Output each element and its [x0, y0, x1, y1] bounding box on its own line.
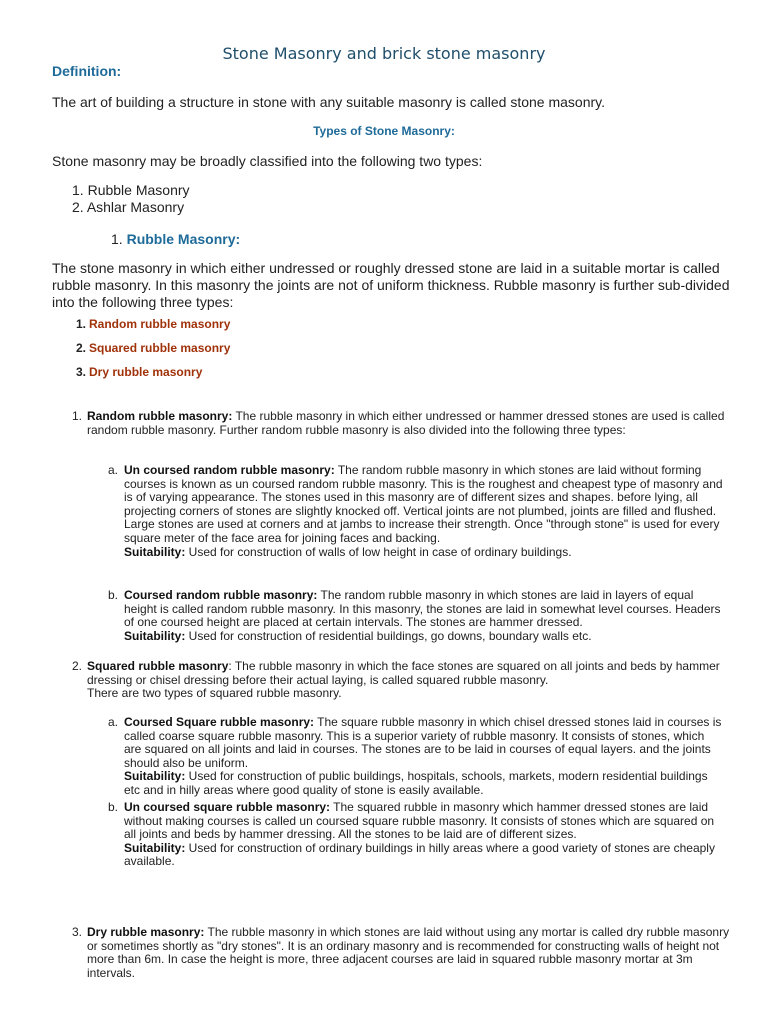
list-label: Rubble Masonry	[87, 182, 190, 198]
sub-text: The squared rubble in masonry which hammer dressed stones are laid without making courses is called un coursed square rubble masonry. It consists of stones which are squared on all joints and beds by hammer dressing. All the stones to be laid are of different sizes.	[124, 800, 715, 842]
list-item	[72, 182, 190, 199]
section-num: 3.	[71, 925, 82, 939]
section-random	[87, 410, 732, 437]
list-num: 2.	[72, 199, 84, 215]
sub-title: Un coursed random rubble masonry:	[124, 463, 335, 477]
suitability-label: Suitability:	[124, 544, 186, 559]
sub-text: The random rubble masonry in which stones are laid in layers of equal height is called random rubble masonry. In this masonry, the stones are laid in somewhat level courses. Headers of one coursed height are placed at certain intervals. The stones are hammer dressed.	[124, 588, 721, 630]
sub-title: Coursed Square rubble masonry:	[124, 715, 315, 729]
sub-random-coursed	[124, 589, 729, 643]
list-label: Ashlar Masonry	[86, 199, 185, 215]
page-title: Stone Masonry and brick stone masonry	[222, 44, 546, 63]
sub-title: Un coursed square rubble masonry:	[124, 800, 331, 814]
section-text: The rubble masonry in which stones are laid without using any mortar is called dry rubble masonry or sometimes shortly as "dry stones". It is an ordinary masonry and is recommended for constructing walls of height not more than 6m. In case the height is more, three adjacent courses are laid in squared rubble masonry mortar at 3m intervals.	[87, 925, 730, 980]
suitability-text: Used for construction of ordinary buildings in hilly areas where a good variety of stones are cheaply available.	[124, 840, 715, 869]
sub-letter: a.	[107, 715, 118, 729]
suitability-label: Suitability:	[124, 840, 186, 855]
section-text-2: There are two types of squared rubble masonry.	[87, 686, 342, 701]
sub-random-uncoursed	[124, 464, 729, 559]
sub-squared-uncoursed	[124, 801, 724, 869]
list-num: 1.	[72, 182, 84, 198]
rubble-type-item	[76, 341, 230, 355]
section-text: The rubble masonry in which either undressed or hammer dressed stones are used is called random rubble masonry. Further random rubble masonry is also divided into the following three types:	[87, 409, 725, 437]
sub-text: The square rubble masonry in which chisel dressed stones laid in courses is called coarse square rubble masonry. This is a superior variety of rubble masonry. It consists of stones, which are squared on all joints and laid in courses. The stones are to be laid in courses of equal layers. and the joints should also be uniform.	[124, 715, 722, 770]
section-num: 1.	[71, 409, 82, 423]
sub-squared-coursed	[124, 716, 724, 798]
suitability-label: Suitability:	[124, 628, 186, 643]
section-title: Squared rubble masonry	[87, 659, 229, 673]
list-num: 1.	[76, 317, 87, 331]
rubble-heading-num: 1.	[111, 231, 123, 247]
suitability-text: Used for construction of walls of low height in case of ordinary buildings.	[185, 544, 572, 559]
types-heading: Types of Stone Masonry:	[313, 124, 455, 138]
rubble-heading-label: Rubble Masonry:	[126, 231, 241, 247]
sub-text: The random rubble masonry in which stones are laid without forming courses is known as un coursed random rubble masonry. This is the roughest and cheapest type of masonry and is of varying appearance. The stones used in this masonry are of different sizes and shapes. before lying, all projecting corners of stones are slightly knocked off. Vertical joints are not plumbed, joints are filled and flushed. Large stones are used at corners and at jambs to increase their strength. Once "through stone" is used for every square meter of the face area for joining faces and backing.	[124, 463, 723, 545]
rubble-type-item	[76, 317, 230, 331]
section-dry	[87, 926, 732, 980]
rubble-heading	[111, 231, 240, 247]
suitability-text: Used for construction of residential buildings, go downs, boundary walls etc.	[185, 628, 592, 643]
list-num: 3.	[76, 365, 87, 379]
suitability-text: Used for construction of public buildings, hospitals, schools, markets, modern residential buildings etc and in hilly areas where good quality of stone is easily available.	[124, 769, 708, 797]
section-text: : The rubble masonry in which the face stones are squared on all joints and beds by hammer dressing or chisel dressing before their actual laying, is called squared rubble masonry.	[87, 659, 720, 687]
definition-text: The art of building a structure in stone with any suitable masonry is called stone masonry.	[52, 94, 606, 110]
sub-title: Coursed random rubble masonry:	[124, 588, 318, 602]
sub-letter: b.	[107, 588, 118, 602]
rubble-intro: The stone masonry in which either undressed or roughly dressed stone are laid in a suitable mortar is called rubble masonry. In this masonry the joints are not of uniform thickness. Rubble masonry is further sub-divided into the following three types:	[52, 260, 730, 310]
rubble-type-item	[76, 365, 202, 379]
list-num: 2.	[76, 341, 87, 355]
suitability-label: Suitability:	[124, 769, 186, 784]
list-label: Squared rubble masonry	[89, 341, 231, 355]
sub-letter: b.	[107, 800, 118, 814]
list-label: Dry rubble masonry	[89, 365, 203, 379]
section-title: Dry rubble masonry:	[87, 925, 205, 939]
section-title: Random rubble masonry:	[87, 409, 233, 423]
types-list	[72, 182, 190, 216]
list-item	[72, 199, 190, 216]
section-num: 2.	[71, 659, 82, 673]
types-intro: Stone masonry may be broadly classified into the following two types:	[52, 153, 483, 169]
sub-letter: a.	[107, 463, 118, 477]
section-squared	[87, 660, 732, 701]
definition-heading: Definition:	[52, 63, 122, 79]
list-label: Random rubble masonry	[89, 317, 231, 331]
